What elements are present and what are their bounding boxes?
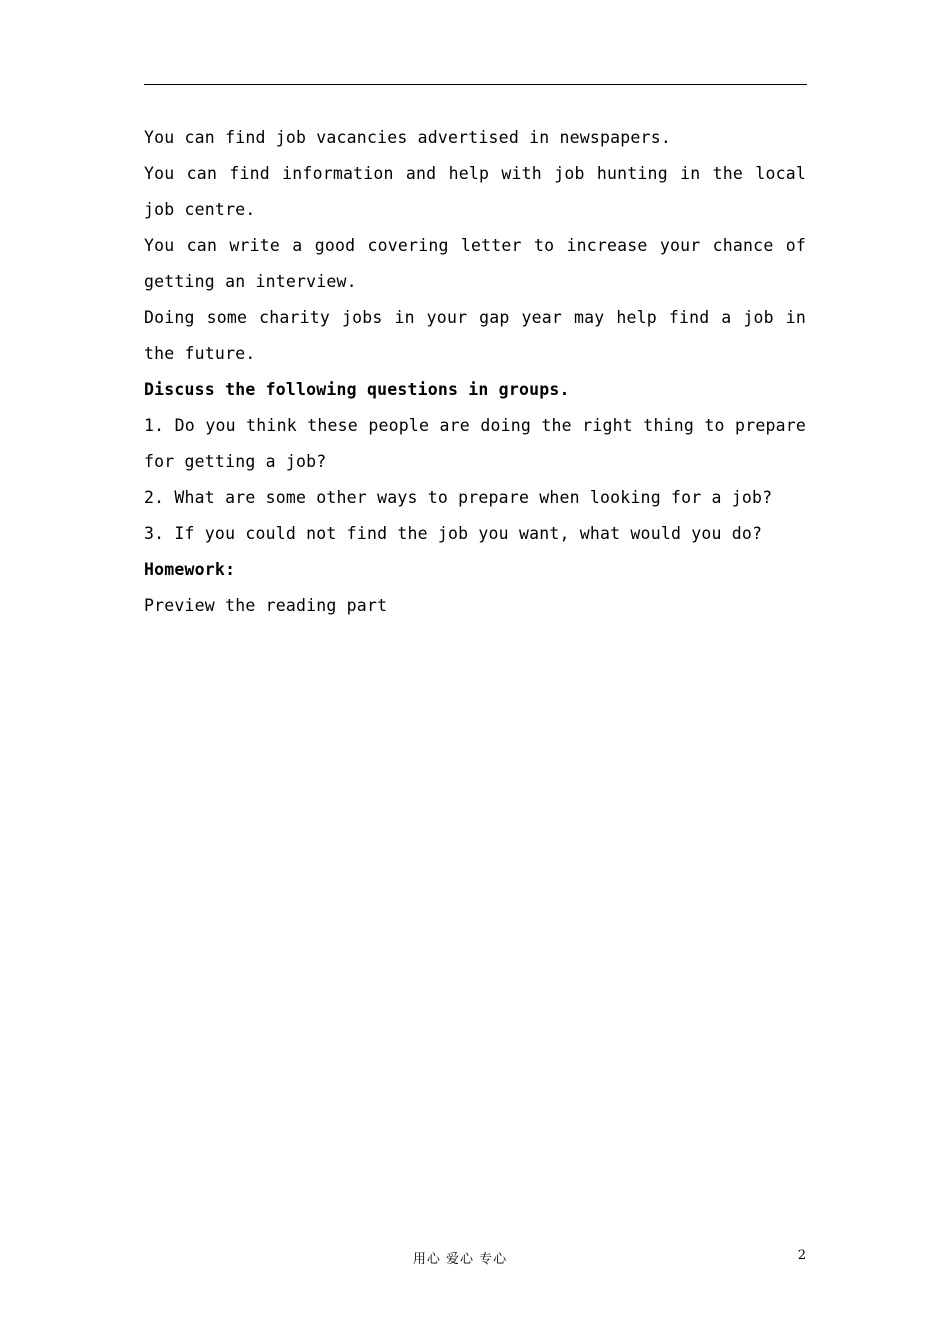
header-rule [144, 84, 807, 85]
question-item: 2. What are some other ways to prepare when looking for a job? [144, 488, 773, 507]
homework-heading: Homework: [144, 560, 236, 579]
statement-line: You can find information and help with job hunting in the local job centre. [144, 164, 806, 219]
question-item: 1. Do you think these people are doing the right thing to prepare for getting a job? [144, 416, 806, 471]
document-body [144, 120, 806, 624]
statement-line: You can write a good covering letter to increase your chance of getting an interview. [144, 236, 806, 291]
homework-text: Preview the reading part [144, 596, 388, 615]
discuss-heading: Discuss the following questions in groups. [144, 380, 570, 399]
statement-line: Doing some charity jobs in your gap year may help find a job in the future. [144, 308, 806, 363]
footer-motto: 用心 爱心 专心 [412, 1252, 508, 1267]
statement-line: You can find job vacancies advertised in newspapers. [144, 128, 671, 147]
question-item: 3. If you could not find the job you want, what would you do? [144, 524, 763, 543]
page-number: 2 [797, 1248, 806, 1263]
